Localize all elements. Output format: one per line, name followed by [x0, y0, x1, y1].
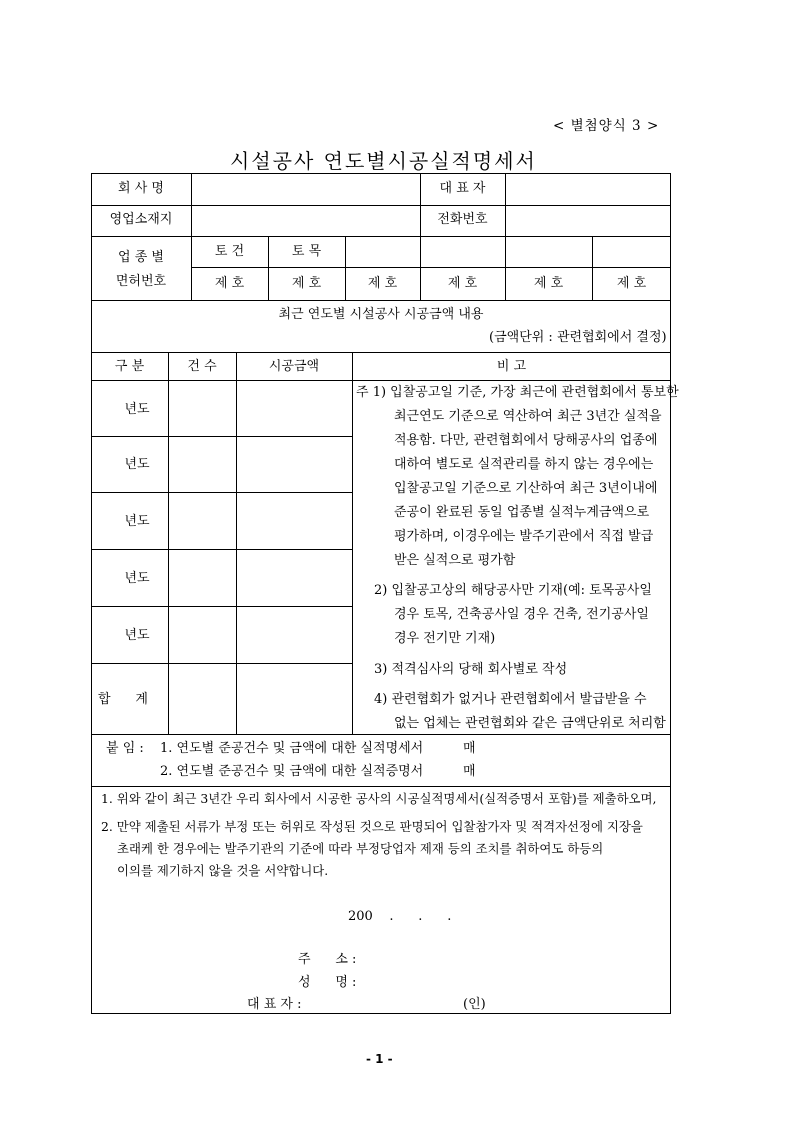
signer-address-label: 주 소 :	[298, 952, 357, 967]
note-line: 경우 토목, 건축공사일 경우 건축, 전기공사일	[394, 607, 649, 622]
note-line: 준공이 완료된 동일 업종별 실적누계금액으로	[394, 505, 650, 520]
declaration-line-3: 초래케 한 경우에는 발주기관의 기준에 따라 부정당업자 제재 등의 조치를 취하여도 하등의	[117, 841, 604, 856]
year-row-3-label: 년도	[124, 514, 150, 529]
signer-ceo-label: 대 표 자 :	[247, 997, 302, 1012]
address-label: 영업소재지	[109, 212, 173, 227]
phone-label: 전화번호	[437, 212, 488, 227]
note-line: 2) 입찰공고상의 해당공사만 기재(예: 토목공사일	[374, 583, 652, 598]
license-no-2: 제 호	[291, 276, 322, 291]
declaration-line-1: 1. 위와 같이 최근 3년간 우리 회사에서 시공한 공사의 시공실적명세서(실적증명서 포함)를 제출하오며,	[101, 791, 657, 806]
year-row-5-label: 년도	[124, 628, 150, 643]
attachment-item-2-unit: 매	[463, 764, 476, 779]
form-label: < 별첨양식 3 >	[553, 118, 660, 134]
section-title: 최근 연도별 시설공사 시공금액 내용	[278, 307, 484, 322]
note-line: 받은 실적으로 평가함	[394, 553, 516, 568]
attachment-item-2: 2. 연도별 준공건수 및 금액에 대한 실적증명서	[160, 764, 424, 779]
page-title: 시설공사 연도별시공실적명세서	[230, 149, 537, 173]
license-no-4: 제 호	[447, 276, 478, 291]
license-label-line1: 업 종 별	[118, 250, 164, 265]
note-line: 최근연도 기준으로 역산하여 최근 3년간 실적을	[394, 409, 662, 424]
year-row-2-label: 년도	[124, 457, 150, 472]
note-line: 주 1) 입찰공고일 기준, 가장 최근에 관련협회에서 통보한	[356, 385, 679, 400]
note-line: 3) 적격심사의 당해 회사별로 작성	[374, 662, 568, 677]
declaration-line-2: 2. 만약 제출된 서류가 부정 또는 허위로 작성된 것으로 판명되어 입찰참가자 및 적격자선정에 지장을	[101, 819, 643, 834]
license-no-1: 제 호	[214, 276, 245, 291]
license-type-civil: 토 목	[291, 244, 322, 259]
seal-mark: (인)	[463, 997, 486, 1012]
declaration-date: 200 . . .	[348, 909, 452, 924]
license-type-civil-building: 토 건	[214, 244, 245, 259]
license-label-line2: 면허번호	[115, 274, 167, 289]
note-line: 경우 전기만 기재)	[394, 631, 496, 646]
declaration-line-4: 이의를 제기하지 않을 것을 서약합니다.	[117, 863, 329, 878]
header-count: 건 수	[187, 359, 217, 374]
license-no-6: 제 호	[616, 276, 647, 291]
attachments-label: 붙 임 :	[106, 741, 144, 756]
year-row-1-label: 년도	[124, 402, 150, 417]
company-name-label: 회 사 명	[118, 181, 164, 196]
note-line: 대하여 별도로 실적관리를 하지 않는 경우에는	[394, 457, 654, 472]
note-line: 적용함. 다만, 관련협회에서 당해공사의 업종에	[394, 433, 658, 448]
note-line: 없는 업체는 관련협회와 같은 금액단위로 처리함	[394, 716, 666, 731]
year-row-4-label: 년도	[124, 571, 150, 586]
attachment-item-1-unit: 매	[463, 741, 476, 756]
header-remarks: 비 고	[496, 359, 527, 374]
page-number: - 1 -	[366, 1052, 393, 1066]
license-no-3: 제 호	[367, 276, 398, 291]
license-no-5: 제 호	[533, 276, 564, 291]
attachment-item-1: 1. 연도별 준공건수 및 금액에 대한 실적명세서	[160, 741, 424, 756]
amount-unit: (금액단위 : 관련협회에서 결정)	[489, 330, 667, 345]
note-line: 입찰공고일 기준으로 기산하여 최근 3년이내에	[394, 481, 658, 496]
ceo-label: 대 표 자	[439, 181, 486, 196]
header-category: 구 분	[114, 359, 145, 374]
note-line: 4) 관련협회가 없거나 관련협회에서 발급받을 수	[374, 692, 647, 707]
note-line: 평가하며, 이경우에는 발주기관에서 직접 발급	[394, 529, 654, 544]
header-amount: 시공금액	[268, 359, 320, 374]
signer-name-label: 성 명 :	[298, 975, 357, 990]
total-label: 합 계	[98, 692, 148, 707]
